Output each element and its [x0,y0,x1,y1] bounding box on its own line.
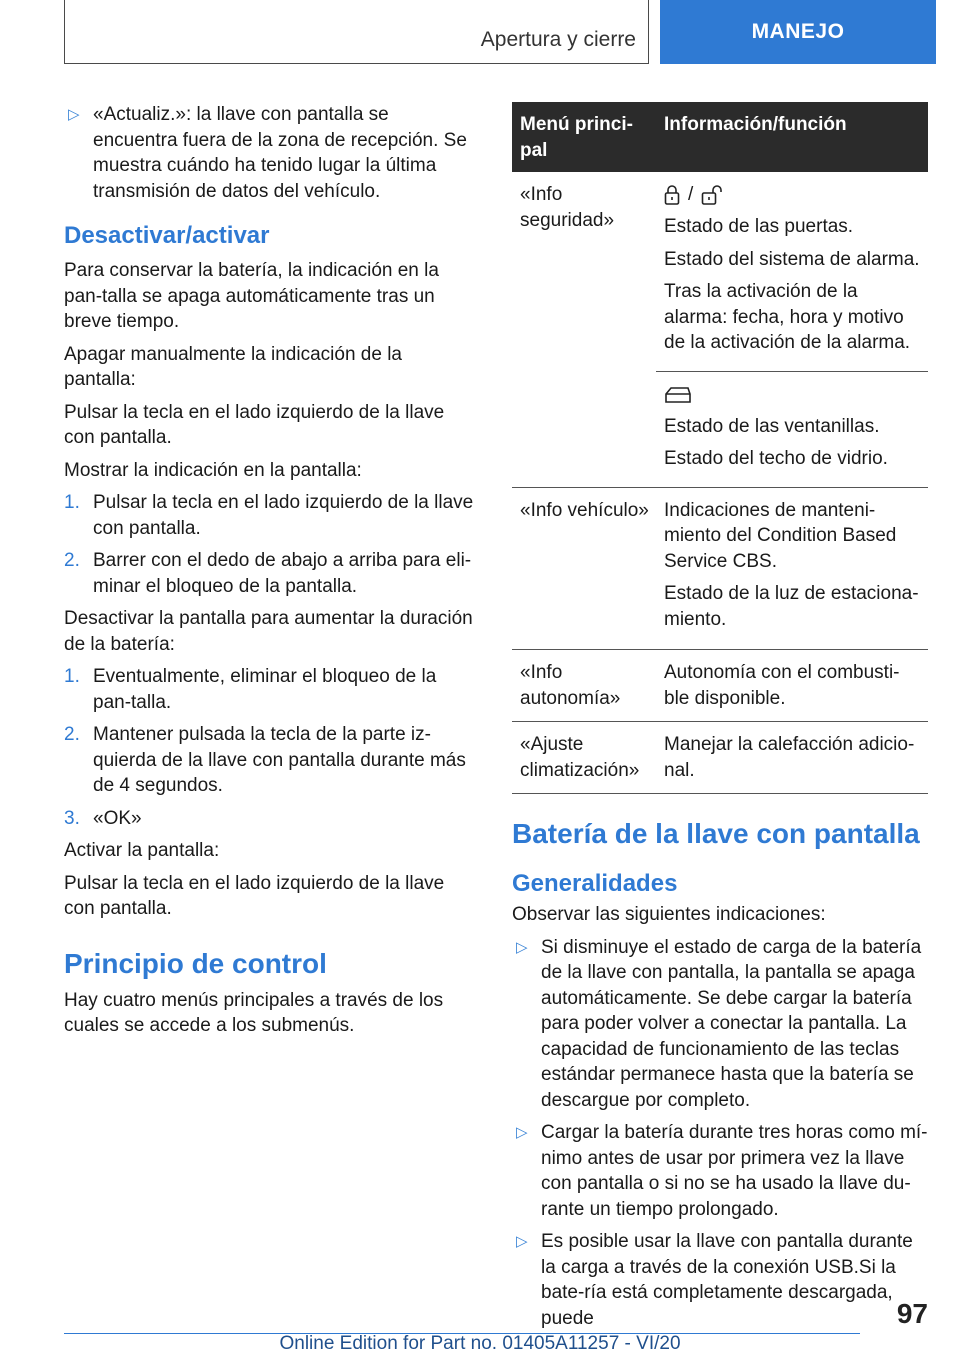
list-item [512,1120,928,1222]
list-item-text: Es posible usar la llave con pantalla durante la carga a través de la conexión USB.Si la bate‐ría está completamente descargada, puede [541,1231,913,1329]
paragraph: Pulsar la tecla en el lado izquierdo de la llave con pantalla. [64,401,445,448]
left-column [64,102,478,1046]
info-text: Indicaciones de manteni‐miento del Condition Based Service CBS. [664,499,897,572]
chapter-tab[interactable]: MANEJO [660,0,936,64]
list-item-text: Mantener pulsada la tecla de la parte iz‐quierda de la llave con pantalla durante más de 4 segundos. [93,724,466,796]
car-window-icon [664,384,692,406]
table-cell-menu: «Info autonomía» [512,650,656,722]
list-number: 2. [64,550,80,571]
right-column [512,102,928,1338]
paragraph: Apagar manualmente la indicación de la pantalla: [64,343,402,390]
heading-generalidades: Generalidades [512,870,678,897]
info-block [656,372,928,487]
info-text: Estado del sistema de alarma. [664,248,920,270]
heading-desactivar: Desactivar/activar [64,222,270,249]
table-row [512,172,928,487]
table-cell-info: Manejar la calefacción adicio‐nal. [656,722,928,794]
info-block [656,172,928,372]
heading-bateria: Batería de la llave con pantalla [512,818,920,849]
paragraph: Desactivar la pantalla para aumentar la duración de la batería: [64,608,473,655]
table-row [512,722,928,794]
list-item-text: Eventualmente, eliminar el bloqueo de la pan‐talla. [93,666,437,713]
triangle-bullet-icon: ▷ [516,938,528,956]
icon-row [664,382,922,408]
lock-closed-icon [664,184,680,206]
list-item [64,722,478,799]
list-item-text: «Actualiz.»: la llave con pantalla se encuentra fuera de la zona de recepción. Se muestra cuándo ha tenido lugar la última transmisión de datos del vehículo. [93,104,467,202]
table-cell-menu: «Ajuste climatización» [512,722,656,794]
list-item-text: «OK» [93,807,142,829]
lock-open-icon [701,184,727,206]
table-row [512,487,928,650]
table-row [512,650,928,722]
table-cell-info: Autonomía con el combusti‐ble disponible. [656,650,928,722]
list-item [64,548,478,599]
list-number: 1. [64,666,80,687]
table-cell-info [656,172,928,487]
info-text: Estado de las puertas. [664,216,854,237]
page-number: 97 [896,1298,928,1329]
info-text: Estado del techo de vidrio. [664,448,888,469]
list-item [512,935,928,1114]
list-number: 3. [64,807,80,829]
table-header-menu: Menú princi‐pal [512,102,656,172]
list-item-text: Si disminuye el estado de carga de la batería de la llave con pantalla, la pantalla se apaga automáticamente. Se debe cargar la batería para poder volver a conectar la pantalla. La capacidad de funcionamiento de las teclas estándar permanece hasta que la batería se descargue por completo. [541,936,922,1111]
list-item [64,102,478,204]
info-text: Tras la activación de la alarma: fecha, hora y motivo de la activación de la alarma. [664,281,911,353]
section-title: Apertura y cierre [480,28,636,51]
list-item-text: Cargar la batería durante tres horas como mí‐nimo antes de usar por primera vez la llave con pantalla o si no se ha usado la llave du‐rante un tiempo prolongado. [541,1122,928,1220]
list-item-text: Pulsar la tecla en el lado izquierdo de la llave con pantalla. [93,492,474,539]
triangle-bullet-icon: ▷ [516,1233,528,1250]
triangle-bullet-icon: ▷ [68,106,80,123]
paragraph: Observar las siguientes indicaciones: [512,904,826,925]
info-text: Estado de la luz de estaciona‐miento. [664,583,919,630]
table-cell-menu: «Info vehículo» [512,487,656,650]
heading-principio: Principio de control [64,947,327,979]
paragraph: Activar la pantalla: [64,840,220,861]
list-item [64,664,478,715]
menu-table [512,102,928,794]
footer-edition: Online Edition for Part no. 01405A11257 - VI/20 [279,1333,681,1354]
paragraph: Pulsar la tecla en el lado izquierdo de la llave con pantalla. [64,872,445,919]
paragraph: Mostrar la indicación en la pantalla: [64,459,362,481]
table-cell-menu: «Info seguridad» [512,172,656,487]
table-header-info: Información/función [656,102,928,172]
paragraph: Para conservar la batería, la indicación en la pan‐talla se apaga automáticamente tras un breve tiempo. [64,260,439,332]
list-number: 2. [64,724,80,745]
triangle-bullet-icon: ▷ [516,1124,528,1141]
icon-separator: / [688,184,694,206]
icon-row [664,182,922,208]
list-item [64,490,478,541]
list-item-text: Barrer con el dedo de abajo a arriba para eli‐minar el bloqueo de la pantalla. [93,550,472,597]
table-cell-info [656,487,928,650]
list-item [512,1229,928,1331]
table-header-row [512,102,928,172]
paragraph: Hay cuatro menús principales a través de los cuales se accede a los submenús. [64,989,444,1036]
info-text: Estado de las ventanillas. [664,415,880,437]
list-number: 1. [64,492,80,513]
list-item [64,806,478,832]
